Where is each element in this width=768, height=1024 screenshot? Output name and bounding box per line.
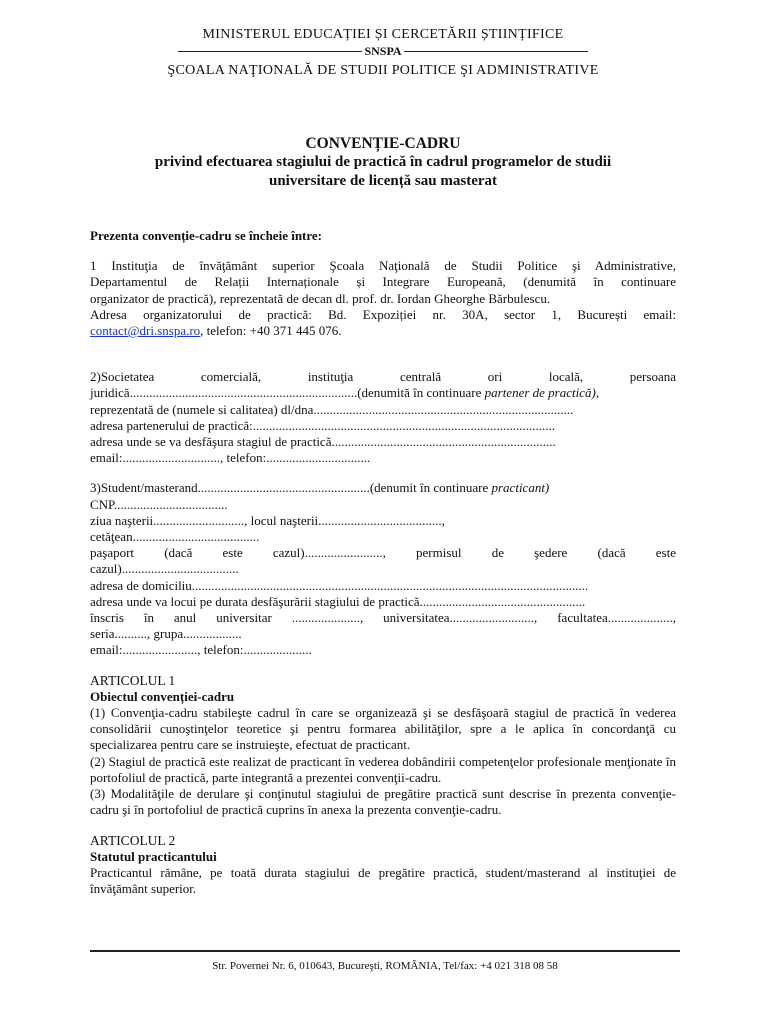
article-1-paragraph: (1) Convenţia-cadru stabileşte cadrul în care se organizează şi se desfăşoară stagiul de practică în vederea consolidării cunoştinţelor teoretice şi pentru formarea abilităţilor, spre a le aplica în concordanţă cu specializarea pentru care se instruieşte, efectuat de practicant. (90, 705, 676, 753)
partner-label: partener de practică), (484, 385, 600, 401)
party-3-line: cetăţean....................................... (90, 529, 260, 545)
snspa-divider (90, 45, 676, 58)
party-1-contact (90, 323, 676, 339)
article-1-subheading: Obiectul convenției-cadru (90, 688, 235, 704)
party-3-line (90, 480, 676, 496)
article-2-paragraph: Practicantul rămâne, pe toată durata stagiului de pregătire practică, student/masterand al instituţiei de învăţământ superior. (90, 864, 676, 897)
party-3-line: CNP................................... (90, 496, 228, 512)
practicant-label: practicant) (491, 480, 550, 496)
article-1 (90, 673, 676, 819)
article-2 (90, 833, 676, 898)
footer-divider (90, 950, 680, 952)
ministry-name: MINISTERUL EDUCAȚIEI ȘI CERCETĂRII ȘTIINȚIFICE (202, 27, 564, 42)
intro-heading: Prezenta convenție-cadru se încheie între: (90, 228, 323, 243)
party-1-line: Departamentul de Relații Internaționale și Integrare Europeană, (denumită în continuare (90, 274, 676, 290)
article-2-subheading: Statutul practicantului (90, 848, 217, 864)
document-page (90, 0, 676, 1024)
school-name: ŞCOALA NAŢIONALĂ DE STUDII POLITICE ŞI ADMINISTRATIVE (167, 63, 599, 78)
document-title (90, 134, 676, 191)
title-subtitle-line1: privind efectuarea stagiului de practică în cadrul programelor de studii (154, 154, 612, 170)
party-2-juridica: juridică......................................................................(denumită în continuare (90, 385, 485, 401)
party-1-line: organizator de practică), reprezentată de decan dl. prof. dr. Iordan Gheorghe Bărbulescu. (90, 290, 551, 306)
party-3-section (90, 480, 676, 658)
document-body (90, 228, 676, 897)
party-3-line: adresa de domiciliu.......................................................................................................................... (90, 577, 589, 593)
party-3-line: seria.........., grupa.................. (90, 626, 242, 642)
party-2-line: adresa partenerului de practică:............................................................................................. (90, 417, 556, 433)
divider-line-right (404, 51, 588, 52)
party-3-line: email:......................., telefon:..................... (90, 642, 312, 658)
snspa-label: SNSPA (364, 44, 402, 58)
party-3-line: adresa unde va locui pe durata desfăşurării stagiului de practică................................................... (90, 593, 586, 609)
party-3-line: cazul).................................... (90, 561, 239, 577)
party-2-line (90, 385, 676, 401)
title-subtitle-line2: universitare de licență sau masterat (268, 173, 498, 189)
article-1-paragraph: (2) Stagiul de practică este realizat de practicant în vederea dobândirii competenţelor profesionale menţionate în portofoliul de practică, parte integrantă a prezentei convenţii-cadru. (90, 753, 676, 785)
phone-text: , telefon: +40 371 445 076. (200, 323, 342, 339)
letterhead (90, 26, 676, 80)
article-1-paragraph: (3) Modalităţile de derulare şi conţinutul stagiului de pregătire practică sunt descrise în prezenta convenţie-cadru şi în portofoliul de practică cuprins în anexa la prezenta convenţie-cadru. (90, 786, 676, 818)
party-3-line: ziua naşterii............................, locul naşterii......................................, (90, 512, 445, 528)
student-field: 3)Student/masterand.....................................................(denumit în continuare (90, 480, 492, 496)
party-3-line: paşaport (dacă este cazul)........................, permisul de şedere (dacă este (90, 545, 676, 561)
party-2-line: reprezentată de (numele si calitatea) dl/dna................................................................................ (90, 401, 574, 417)
party-2-line: email:.............................., telefon:................................ (90, 450, 371, 466)
party-2-line: 2)Societatea comercială, instituţia centrală ori locală, persoana (90, 369, 676, 385)
article-1-heading: ARTICOLUL 1 (90, 672, 176, 688)
title-main: CONVENȚIE-CADRU (305, 135, 461, 152)
party-1-line: Adresa organizatorului de practică: Bd. Expoziției nr. 30A, sector 1, București email: (90, 306, 676, 322)
article-2-heading: ARTICOLUL 2 (90, 832, 176, 848)
party-3-line: înscris în anul universitar ....................., universitatea.........................., facultatea...................., (90, 610, 676, 626)
divider-line-left (178, 51, 362, 52)
footer-address: Str. Povernei Nr. 6, 010643, Bucureşti, ROMÂNIA, Tel/fax: +4 021 318 08 58 (212, 960, 558, 972)
email-link[interactable]: contact@dri.snspa.ro (90, 323, 201, 339)
party-2-line: adresa unde se va desfăşura stagiul de practică..................................................................... (90, 434, 556, 450)
party-1-section (90, 258, 676, 339)
party-2-section (90, 369, 676, 466)
party-1-line: 1 Instituţia de învăţământ superior Şcoala Naţională de Studii Politice şi Administrative, (90, 258, 676, 274)
